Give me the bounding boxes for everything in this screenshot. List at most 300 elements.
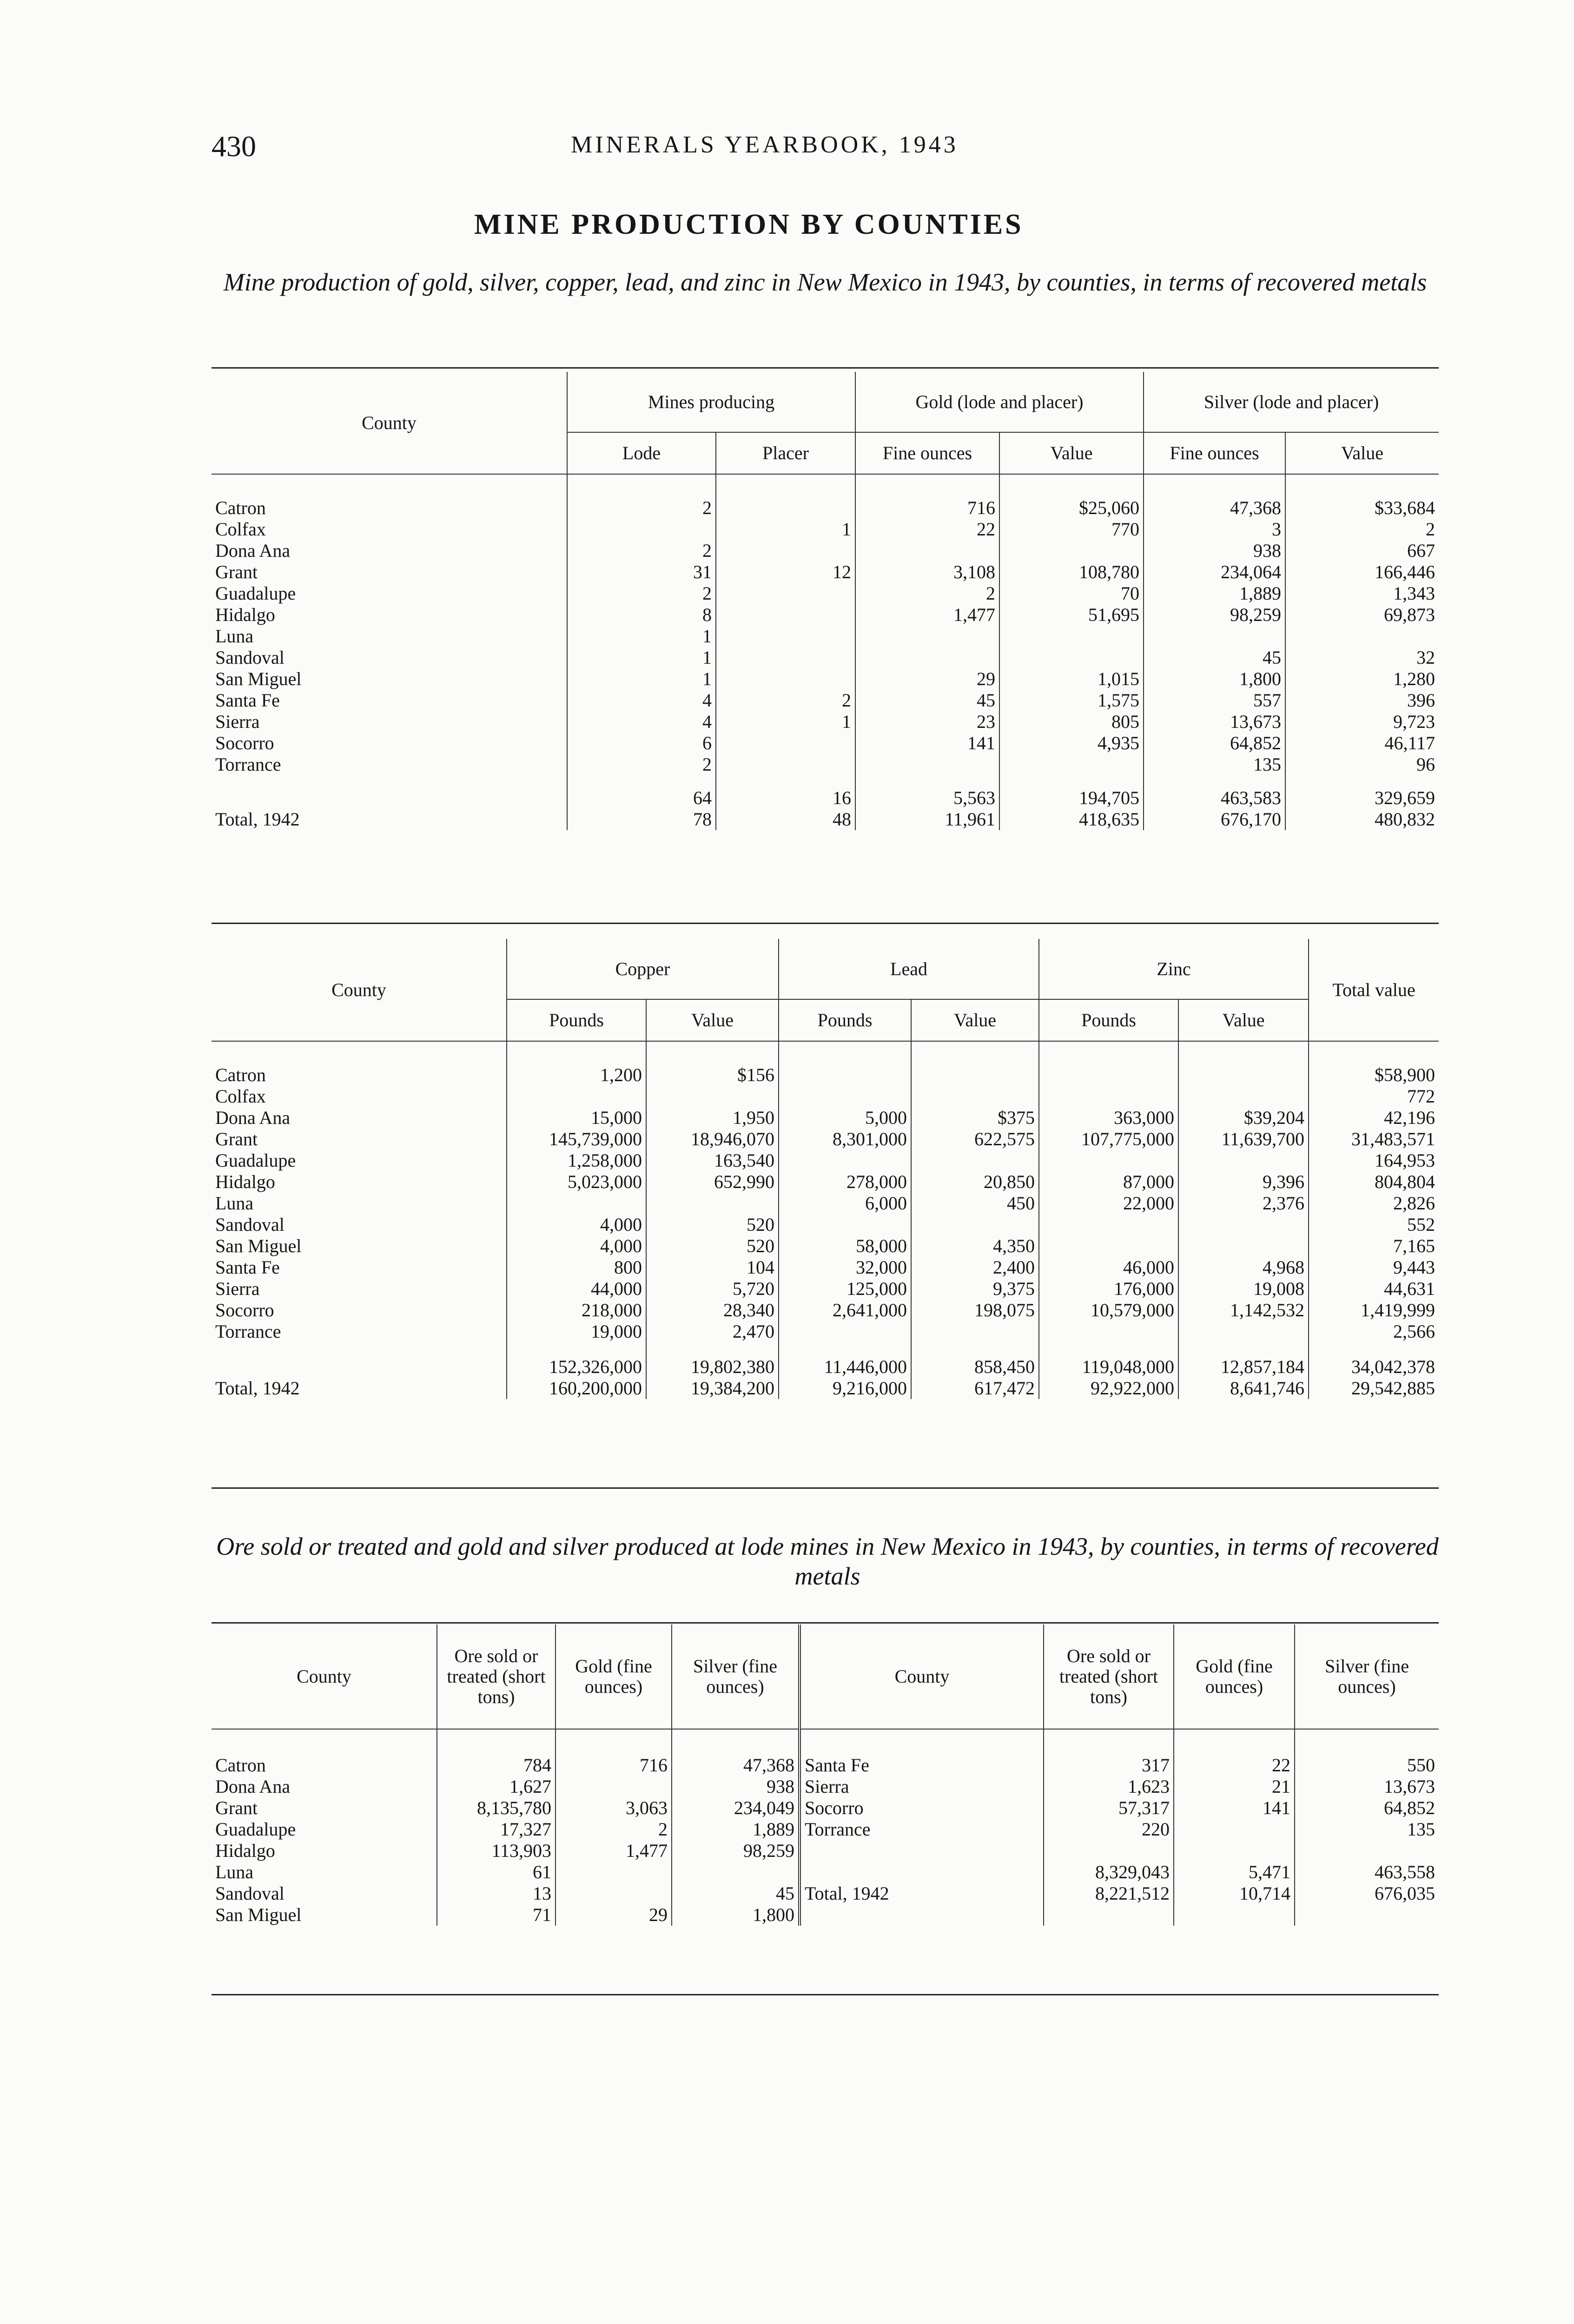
table1-caption: Mine production of gold, silver, copper, lead, and zinc in New Mexico in 1943, by counties, in terms of recovered metals <box>223 268 1427 296</box>
zn_val-cell <box>1178 1064 1309 1086</box>
pb_lb-cell: 2,641,000 <box>779 1300 911 1321</box>
silver_oz-cell: 938 <box>1144 540 1285 561</box>
ore-cell: 71 <box>437 1904 556 1926</box>
silver_val-cell: 32 <box>1285 647 1439 668</box>
total-cell: 772 <box>1309 1086 1439 1107</box>
zn_val-cell: 4,968 <box>1178 1257 1309 1278</box>
t3-silver-header-right: Silver (fine ounces) <box>1295 1624 1439 1729</box>
lead-pounds-header: Pounds <box>779 999 911 1041</box>
placer-cell <box>716 497 855 519</box>
total-lode-cell: 64 <box>567 787 716 809</box>
spacer-row <box>212 775 1439 787</box>
gold_oz-cell: 141 <box>855 733 999 754</box>
pb_lb-cell <box>779 1321 911 1342</box>
empty-cell <box>1295 1840 1439 1862</box>
pb_val-cell <box>911 1214 1039 1235</box>
lode-header: Lode <box>567 432 716 474</box>
county-cell: Grant <box>215 1129 258 1149</box>
silver_oz-cell: 234,064 <box>1144 561 1285 583</box>
county-cell: Grant <box>215 561 258 582</box>
table-row <box>212 1257 1439 1278</box>
pb_lb-cell <box>779 1086 911 1107</box>
cu_val-cell: 1,950 <box>646 1107 779 1129</box>
cu_lb-cell <box>507 1086 646 1107</box>
spacer <box>567 775 716 787</box>
lode-cell: 31 <box>567 561 716 583</box>
cu_val-cell <box>646 1193 779 1214</box>
spacer <box>716 775 855 787</box>
placer-cell <box>716 540 855 561</box>
cu_lb-cell: 145,739,000 <box>507 1129 646 1150</box>
total-1942-zn_lb-cell: 92,922,000 <box>1039 1378 1178 1399</box>
total-1942-gold_val-cell: 418,635 <box>999 809 1144 830</box>
gold_val-cell: $25,060 <box>999 497 1144 519</box>
silver_oz-cell: 3 <box>1144 519 1285 540</box>
silver_val-cell: 1,343 <box>1285 583 1439 604</box>
county-cell: Dona Ana <box>215 1107 291 1128</box>
total-cell: 1,419,999 <box>1309 1300 1439 1321</box>
gold-cell: 3,063 <box>556 1797 672 1819</box>
county-cell: San Miguel <box>215 668 302 689</box>
table1-top-rule <box>212 367 1439 369</box>
county-cell: Torrance <box>215 1321 281 1342</box>
gold_oz-cell <box>855 540 999 561</box>
spacer <box>1178 1342 1309 1356</box>
cu_val-cell: 28,340 <box>646 1300 779 1321</box>
pb_val-cell: 9,375 <box>911 1278 1039 1300</box>
empty-cell <box>1295 1904 1439 1926</box>
total-cell: 2,826 <box>1309 1193 1439 1214</box>
table-row <box>212 604 1439 626</box>
gold_val-cell: 70 <box>999 583 1144 604</box>
silver-cell: 45 <box>672 1883 800 1904</box>
total-county-cell <box>800 1862 1044 1883</box>
gold_oz-cell: 23 <box>855 711 999 733</box>
placer-cell: 12 <box>716 561 855 583</box>
table-row <box>212 647 1439 668</box>
cu_lb-cell: 4,000 <box>507 1235 646 1257</box>
zn_val-cell <box>1178 1214 1309 1235</box>
pb_val-cell: $375 <box>911 1107 1039 1129</box>
spacer <box>646 1342 779 1356</box>
county-cell: Catron <box>215 497 266 518</box>
section-title: MINE PRODUCTION BY COUNTIES <box>474 209 1024 240</box>
total-pb_lb-cell: 11,446,000 <box>779 1356 911 1378</box>
empty-cell <box>800 1840 1044 1862</box>
total-placer-cell: 16 <box>716 787 855 809</box>
cu_lb-cell <box>507 1193 646 1214</box>
total-cu_lb-cell: 152,326,000 <box>507 1356 646 1378</box>
total-cu_val-cell: 19,802,380 <box>646 1356 779 1378</box>
table-row <box>212 626 1439 647</box>
table-row <box>212 497 1439 519</box>
table-row <box>212 561 1439 583</box>
total-1942-row <box>212 1378 1439 1399</box>
empty-cell <box>1044 1840 1174 1862</box>
gold_val-cell: 4,935 <box>999 733 1144 754</box>
ore-cell: 61 <box>437 1862 556 1883</box>
gold_val-cell <box>999 540 1144 561</box>
gold_oz-cell <box>855 626 999 647</box>
table-row <box>212 540 1439 561</box>
ore-cell: 1,623 <box>1044 1776 1174 1797</box>
t3-ore-header-left: Ore sold or treated (short tons) <box>437 1624 556 1729</box>
zn_val-cell: 1,142,532 <box>1178 1300 1309 1321</box>
gold_val-cell: 1,575 <box>999 690 1144 711</box>
zn_lb-cell <box>1039 1086 1178 1107</box>
mines-producing-header: Mines producing <box>567 372 855 432</box>
gold_val-cell: 1,015 <box>999 668 1144 690</box>
county-cell: Sierra <box>800 1776 1044 1797</box>
zn_lb-cell <box>1039 1064 1178 1086</box>
pb_lb-cell: 58,000 <box>779 1235 911 1257</box>
table-row <box>212 519 1439 540</box>
total-pb_val-cell: 858,450 <box>911 1356 1039 1378</box>
table-row <box>212 1321 1439 1342</box>
silver-cell: 234,049 <box>672 1797 800 1819</box>
gold-cell: 1,477 <box>556 1840 672 1862</box>
total-total-cell: 34,042,378 <box>1309 1356 1439 1378</box>
county-cell: Hidalgo <box>215 1171 275 1192</box>
gold-cell <box>556 1862 672 1883</box>
zn_lb-cell: 176,000 <box>1039 1278 1178 1300</box>
pb_val-cell <box>911 1086 1039 1107</box>
zn_val-cell: 11,639,700 <box>1178 1129 1309 1150</box>
total-1942-label: Total, 1942 <box>800 1883 1044 1904</box>
total-cell: 9,443 <box>1309 1257 1439 1278</box>
gold_val-cell <box>999 754 1144 775</box>
gold-cell: 21 <box>1174 1776 1295 1797</box>
placer-cell: 1 <box>716 519 855 540</box>
cu_val-cell: 652,990 <box>646 1171 779 1193</box>
t3-gold-header-right: Gold (fine ounces) <box>1174 1624 1295 1729</box>
county-cell: Dona Ana <box>215 540 291 561</box>
total-cell: 42,196 <box>1309 1107 1439 1129</box>
zn_lb-cell: 107,775,000 <box>1039 1129 1178 1150</box>
silver-cell: 1,800 <box>672 1904 800 1926</box>
table-row <box>212 583 1439 604</box>
silver_oz-cell: 557 <box>1144 690 1285 711</box>
total-1942-row <box>212 809 1439 830</box>
total-1942-silver-cell: 676,035 <box>1295 1883 1439 1904</box>
spacer <box>779 1342 911 1356</box>
county-cell: Guadalupe <box>215 1150 296 1171</box>
zn_lb-cell: 46,000 <box>1039 1257 1178 1278</box>
gold_oz-cell: 22 <box>855 519 999 540</box>
county-cell: Sandoval <box>215 647 284 668</box>
lode-cell: 4 <box>567 690 716 711</box>
table-row <box>212 1819 1439 1840</box>
cu_lb-cell: 19,000 <box>507 1321 646 1342</box>
gold_val-cell: 770 <box>999 519 1144 540</box>
county-cell: Santa Fe <box>215 1257 280 1278</box>
table-row <box>212 1129 1439 1150</box>
silver_oz-cell: 1,800 <box>1144 668 1285 690</box>
silver-cell <box>672 1862 800 1883</box>
total-1942-gold_oz-cell: 11,961 <box>855 809 999 830</box>
total-1942-label: Total, 1942 <box>215 1378 300 1399</box>
table-row <box>212 690 1439 711</box>
silver-cell: 550 <box>1295 1755 1439 1776</box>
table-row <box>212 1171 1439 1193</box>
county-cell: Hidalgo <box>215 604 275 625</box>
gold-cell: 2 <box>556 1819 672 1840</box>
county-cell: Guadalupe <box>215 1819 296 1840</box>
pb_val-cell <box>911 1064 1039 1086</box>
zn_lb-cell: 10,579,000 <box>1039 1300 1178 1321</box>
gold-header: Gold (lode and placer) <box>855 372 1144 432</box>
county-cell: Luna <box>215 626 254 647</box>
spacer <box>212 1342 507 1356</box>
county-cell: Sierra <box>215 711 260 732</box>
table-row <box>212 1107 1439 1129</box>
silver_val-cell: 46,117 <box>1285 733 1439 754</box>
zinc-pounds-header: Pounds <box>1039 999 1178 1041</box>
ore-cell: 13 <box>437 1883 556 1904</box>
county-cell: Grant <box>215 1797 258 1818</box>
placer-cell <box>716 583 855 604</box>
spacer <box>507 1342 646 1356</box>
zn_val-cell <box>1178 1086 1309 1107</box>
pb_val-cell: 198,075 <box>911 1300 1039 1321</box>
total-1942-pb_lb-cell: 9,216,000 <box>779 1378 911 1399</box>
ore-cell: 17,327 <box>437 1819 556 1840</box>
table-row <box>212 1214 1439 1235</box>
table-row <box>212 1883 1439 1904</box>
zn_val-cell: $39,204 <box>1178 1107 1309 1129</box>
table-copper-lead-zinc <box>212 939 1439 1399</box>
ore-cell: 220 <box>1044 1819 1174 1840</box>
pb_lb-cell: 6,000 <box>779 1193 911 1214</box>
lode-cell: 1 <box>567 647 716 668</box>
ore-cell: 8,135,780 <box>437 1797 556 1819</box>
gold_val-cell: 108,780 <box>999 561 1144 583</box>
table3-caption: Ore sold or treated and gold and silver produced at lode mines in New Mexico in 1943, by counties, in terms of recovered metals <box>216 1532 1439 1590</box>
table-row <box>212 1776 1439 1797</box>
county-cell: Santa Fe <box>800 1755 1044 1776</box>
gold_oz-cell: 2 <box>855 583 999 604</box>
total-cell: 164,953 <box>1309 1150 1439 1171</box>
silver-ounces-header: Fine ounces <box>1144 432 1285 474</box>
placer-cell <box>716 668 855 690</box>
silver-cell: 13,673 <box>1295 1776 1439 1797</box>
total-1942-cu_lb-cell: 160,200,000 <box>507 1378 646 1399</box>
total-ore-cell: 8,329,043 <box>1044 1862 1174 1883</box>
silver-cell: 938 <box>672 1776 800 1797</box>
t3-silver-header-left: Silver (fine ounces) <box>672 1624 800 1729</box>
table-row <box>212 668 1439 690</box>
zn_val-cell: 9,396 <box>1178 1171 1309 1193</box>
cu_val-cell: 18,946,070 <box>646 1129 779 1150</box>
cu_lb-cell: 15,000 <box>507 1107 646 1129</box>
pb_val-cell: 450 <box>911 1193 1039 1214</box>
gold_val-cell <box>999 647 1144 668</box>
lode-cell: 8 <box>567 604 716 626</box>
county-cell: Socorro <box>215 1300 274 1320</box>
cu_lb-cell: 1,258,000 <box>507 1150 646 1171</box>
table-row <box>212 1300 1439 1321</box>
zn_val-cell <box>1178 1150 1309 1171</box>
cu_val-cell: 5,720 <box>646 1278 779 1300</box>
table-row <box>212 1904 1439 1926</box>
t3-ore-header-right: Ore sold or treated (short tons) <box>1044 1624 1174 1729</box>
county-cell: Luna <box>215 1862 254 1882</box>
county-cell: Hidalgo <box>215 1840 275 1861</box>
spacer <box>1309 1342 1439 1356</box>
total-silver_val-cell: 329,659 <box>1285 787 1439 809</box>
pb_lb-cell <box>779 1064 911 1086</box>
cu_lb-cell: 1,200 <box>507 1064 646 1086</box>
placer-cell <box>716 647 855 668</box>
total-cell: 44,631 <box>1309 1278 1439 1300</box>
gold-cell <box>1174 1819 1295 1840</box>
county-cell: Socorro <box>800 1797 1044 1819</box>
pb_val-cell: 2,400 <box>911 1257 1039 1278</box>
total-gold-cell: 5,471 <box>1174 1862 1295 1883</box>
copper-header: Copper <box>507 939 779 999</box>
silver_oz-cell: 64,852 <box>1144 733 1285 754</box>
gold-cell: 22 <box>1174 1755 1295 1776</box>
empty-cell <box>800 1904 1044 1926</box>
total-1942-total-cell: 29,542,885 <box>1309 1378 1439 1399</box>
placer-header: Placer <box>716 432 855 474</box>
total-zn_lb-cell: 119,048,000 <box>1039 1356 1178 1378</box>
county-cell: San Miguel <box>215 1235 302 1256</box>
county-cell: Sandoval <box>215 1883 284 1904</box>
county-cell: Torrance <box>215 754 281 775</box>
pb_lb-cell: 125,000 <box>779 1278 911 1300</box>
total-1942-silver_oz-cell: 676,170 <box>1144 809 1285 830</box>
county-cell: Sierra <box>215 1278 260 1299</box>
total-1942-silver_val-cell: 480,832 <box>1285 809 1439 830</box>
total-1942-placer-cell: 48 <box>716 809 855 830</box>
silver_val-cell: 9,723 <box>1285 711 1439 733</box>
spacer-row <box>212 1342 1439 1356</box>
lode-cell: 6 <box>567 733 716 754</box>
gold_oz-cell <box>855 647 999 668</box>
zn_lb-cell <box>1039 1214 1178 1235</box>
county-cell: Colfax <box>215 1086 266 1107</box>
total-cell: $58,900 <box>1309 1064 1439 1086</box>
gold-cell <box>556 1776 672 1797</box>
cu_val-cell: 104 <box>646 1257 779 1278</box>
cu_val-cell: $156 <box>646 1064 779 1086</box>
silver_oz-cell: 13,673 <box>1144 711 1285 733</box>
gold-cell: 716 <box>556 1755 672 1776</box>
county-cell: Santa Fe <box>215 690 280 711</box>
silver_val-cell: $33,684 <box>1285 497 1439 519</box>
lode-cell: 2 <box>567 583 716 604</box>
total-county-cell <box>212 787 567 809</box>
placer-cell: 2 <box>716 690 855 711</box>
zn_lb-cell: 22,000 <box>1039 1193 1178 1214</box>
zn_val-cell <box>1178 1321 1309 1342</box>
gold_oz-cell <box>855 754 999 775</box>
t3-gold-header-left: Gold (fine ounces) <box>556 1624 672 1729</box>
lead-header: Lead <box>779 939 1039 999</box>
cu_lb-cell: 4,000 <box>507 1214 646 1235</box>
lode-cell: 2 <box>567 540 716 561</box>
total-gold_oz-cell: 5,563 <box>855 787 999 809</box>
gold-ounces-header: Fine ounces <box>855 432 999 474</box>
zn_val-cell <box>1178 1235 1309 1257</box>
total-cell: 31,483,571 <box>1309 1129 1439 1150</box>
table-row <box>212 1193 1439 1214</box>
pb_val-cell <box>911 1321 1039 1342</box>
total-zn_val-cell: 12,857,184 <box>1178 1356 1309 1378</box>
pb_lb-cell <box>779 1214 911 1235</box>
table-row <box>212 1278 1439 1300</box>
zn_val-cell: 19,008 <box>1178 1278 1309 1300</box>
gold_val-cell: 51,695 <box>999 604 1144 626</box>
copper-pounds-header: Pounds <box>507 999 646 1041</box>
empty-cell <box>1174 1840 1295 1862</box>
lode-cell: 2 <box>567 497 716 519</box>
total-value-header: Total value <box>1309 939 1439 1041</box>
silver_val-cell: 396 <box>1285 690 1439 711</box>
running-title: MINERALS YEARBOOK, 1943 <box>571 132 959 158</box>
zn_lb-cell: 87,000 <box>1039 1171 1178 1193</box>
pb_lb-cell: 8,301,000 <box>779 1129 911 1150</box>
gold-cell <box>556 1883 672 1904</box>
table-row <box>212 1150 1439 1171</box>
spacer <box>855 775 999 787</box>
table-row <box>212 1086 1439 1107</box>
table2-bottom-rule <box>212 1487 1439 1489</box>
total-gold_val-cell: 194,705 <box>999 787 1144 809</box>
silver_oz-cell: 98,259 <box>1144 604 1285 626</box>
placer-cell: 1 <box>716 711 855 733</box>
page-number: 430 <box>212 130 256 163</box>
total-cell: 7,165 <box>1309 1235 1439 1257</box>
county-cell: Dona Ana <box>215 1776 291 1797</box>
silver-cell: 98,259 <box>672 1840 800 1862</box>
ore-cell: 1,627 <box>437 1776 556 1797</box>
gold_oz-cell: 45 <box>855 690 999 711</box>
gold_val-cell: 805 <box>999 711 1144 733</box>
gold_oz-cell: 716 <box>855 497 999 519</box>
county-cell: Sandoval <box>215 1214 284 1235</box>
silver_val-cell: 166,446 <box>1285 561 1439 583</box>
t3-county-header-left: County <box>212 1624 437 1729</box>
total-county-cell <box>212 1356 507 1378</box>
table3-top-rule <box>212 1622 1439 1624</box>
zn_lb-cell <box>1039 1321 1178 1342</box>
silver-cell: 1,889 <box>672 1819 800 1840</box>
gold_oz-cell: 1,477 <box>855 604 999 626</box>
table-row <box>212 754 1439 775</box>
zinc-header: Zinc <box>1039 939 1309 999</box>
total-cell: 804,804 <box>1309 1171 1439 1193</box>
total-cell: 2,566 <box>1309 1321 1439 1342</box>
gold_val-cell <box>999 626 1144 647</box>
cu_val-cell: 2,470 <box>646 1321 779 1342</box>
gold-cell: 29 <box>556 1904 672 1926</box>
table-row <box>212 733 1439 754</box>
lode-cell: 1 <box>567 668 716 690</box>
gold-value-header: Value <box>999 432 1144 474</box>
table-row <box>212 1755 1439 1776</box>
lode-cell: 1 <box>567 626 716 647</box>
pb_lb-cell: 278,000 <box>779 1171 911 1193</box>
spacer <box>999 775 1144 787</box>
table-row <box>212 711 1439 733</box>
placer-cell <box>716 733 855 754</box>
ore-cell: 317 <box>1044 1755 1174 1776</box>
county-cell: Socorro <box>215 733 274 753</box>
county-header: County <box>212 372 567 474</box>
cu_val-cell: 520 <box>646 1235 779 1257</box>
